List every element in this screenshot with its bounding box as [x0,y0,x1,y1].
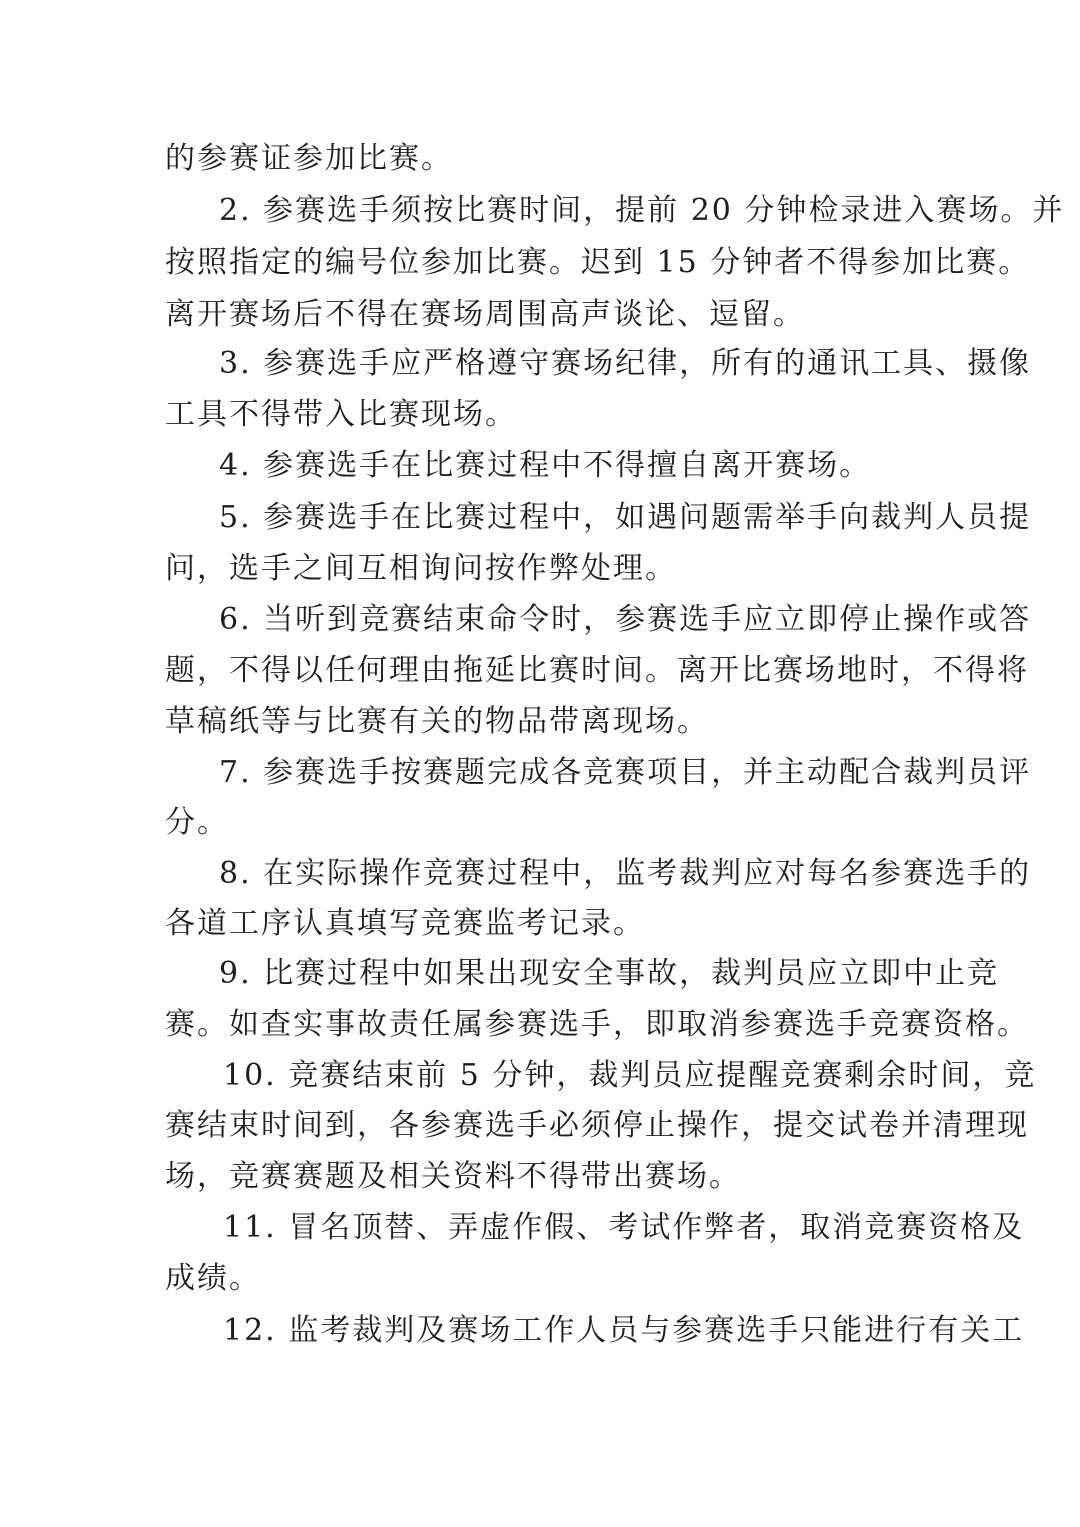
text-line-19: 10. 竞赛结束前 5 分钟，裁判员应提醒竞赛剩余时间，竞 [223,1058,1037,1093]
text-line-8: 5. 参赛选手在比赛过程中，如遇问题需举手向裁判人员提 [219,500,1032,535]
text-line-15: 8. 在实际操作竞赛过程中，监考裁判应对每名参赛选手的 [219,856,1032,891]
text-line-20: 赛结束时间到，各参赛选手必须停止操作，提交试卷并清理现 [165,1108,1029,1143]
text-line-6: 工具不得带入比赛现场。 [165,397,517,432]
text-line-10: 6. 当听到竞赛结束命令时，参赛选手应立即停止操作或答 [219,602,1032,637]
text-line-11: 题，不得以任何理由拖延比赛时间。离开比赛场地时，不得将 [165,653,1029,688]
text-line-21: 场，竞赛赛题及相关资料不得带出赛场。 [165,1159,741,1194]
text-line-2: 2. 参赛选手须按比赛时间，提前 20 分钟检录进入赛场。并 [219,193,1065,228]
text-line-9: 问，选手之间互相询问按作弊处理。 [165,551,677,586]
text-line-18: 赛。如查实事故责任属参赛选手，即取消参赛选手竞赛资格。 [165,1007,1029,1042]
text-line-17: 9. 比赛过程中如果出现安全事故，裁判员应立即中止竞 [219,956,1000,991]
text-line-22: 11. 冒名顶替、弄虚作假、考试作弊者，取消竞赛资格及 [223,1210,1025,1245]
text-line-14: 分。 [165,805,229,840]
text-line-4: 离开赛场后不得在赛场周围高声谈论、逗留。 [165,297,805,332]
text-line-5: 3. 参赛选手应严格遵守赛场纪律，所有的通讯工具、摄像 [219,346,1032,381]
text-line-24: 12. 监考裁判及赛场工作人员与参赛选手只能进行有关工 [223,1313,1025,1348]
text-line-3: 按照指定的编号位参加比赛。迟到 15 分钟者不得参加比赛。 [165,245,1031,280]
text-line-23: 成绩。 [165,1261,261,1296]
text-line-13: 7. 参赛选手按赛题完成各竞赛项目，并主动配合裁判员评 [219,755,1032,790]
text-line-7: 4. 参赛选手在比赛过程中不得擅自离开赛场。 [219,448,872,483]
text-line-1: 的参赛证参加比赛。 [165,141,453,176]
text-line-12: 草稿纸等与比赛有关的物品带离现场。 [165,704,709,739]
text-line-16: 各道工序认真填写竞赛监考记录。 [165,906,645,941]
